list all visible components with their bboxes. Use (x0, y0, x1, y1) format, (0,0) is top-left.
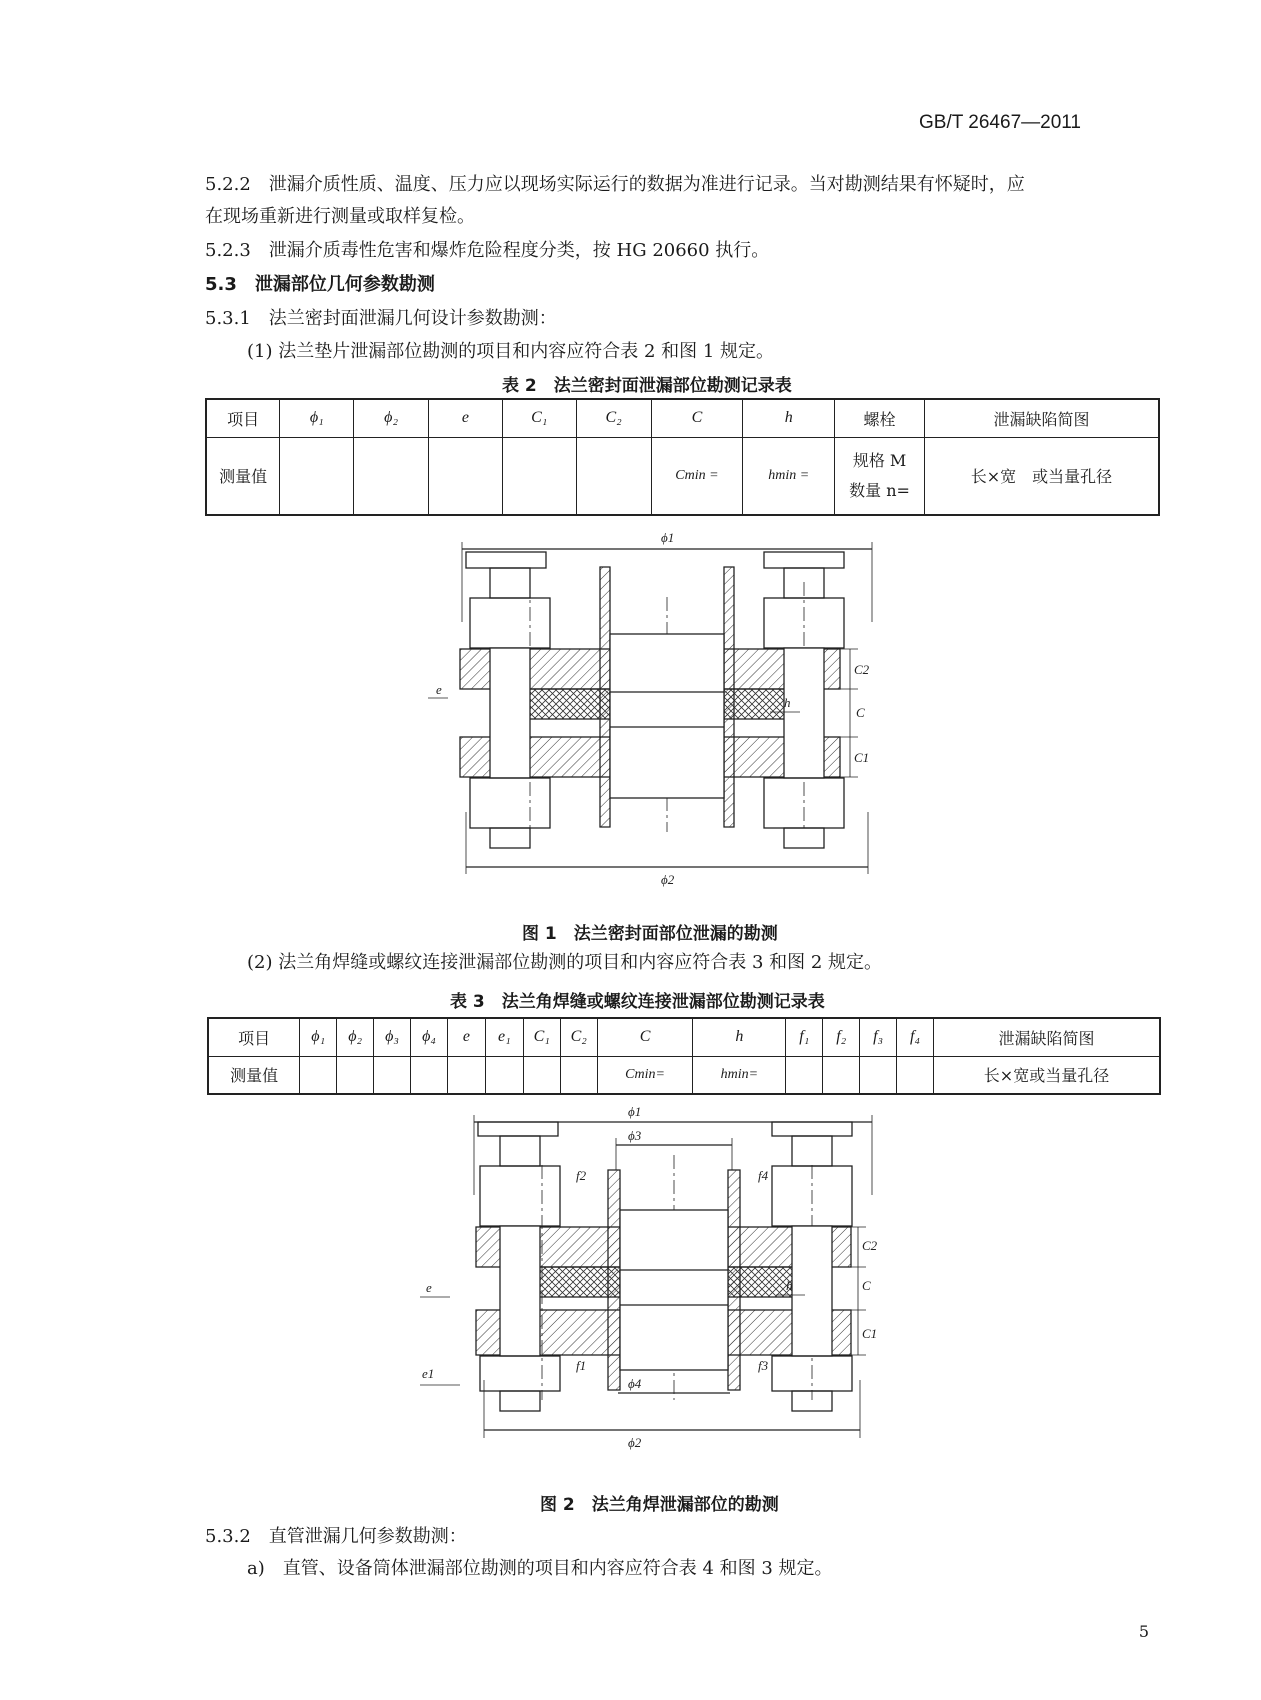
t2-header-item: 项目 (206, 399, 280, 437)
fig1-label-c2: C2 (854, 662, 870, 677)
t2-bolt-spec: 规格 M (852, 450, 907, 470)
figure-2-drawing (422, 1100, 900, 1460)
t2-cell-empty (280, 437, 354, 515)
fig1-label-h: h (784, 695, 791, 710)
fig2-label-e1: e1 (422, 1366, 435, 1381)
t3-header-c: C (597, 1018, 693, 1056)
t3-cell-hmin: hmin= (693, 1056, 786, 1094)
table-3-caption: 表 3 法兰角焊缝或螺纹连接泄漏部位勘测记录表 (450, 992, 825, 1012)
fig2-label-c1: C1 (862, 1326, 878, 1341)
t3-header-phi1: ϕ₁ (300, 1018, 337, 1056)
paragraph-5-2-3: 5.2.3 泄漏介质毒性危害和爆炸危险程度分类，按 HG 20660 执行。 (205, 240, 770, 261)
paragraph-5-3-1: 5.3.1 法兰密封面泄漏几何设计参数勘测： (205, 308, 557, 329)
fig2-label-f3: f3 (758, 1358, 769, 1373)
t2-cell-hmin: hmin = (743, 437, 835, 515)
t2-header-c2: C₂ (576, 399, 651, 437)
t3-cell-empty (485, 1056, 523, 1094)
figure-1-drawing (430, 522, 890, 902)
table-2 (205, 398, 1160, 516)
paragraph-5-2-2-cont: 在现场重新进行测量或取样复检。 (205, 206, 475, 227)
t3-header-c1: C₁ (523, 1018, 560, 1056)
t2-header-phi1: ϕ₁ (280, 399, 354, 437)
page-number: 5 (1138, 1622, 1149, 1641)
t3-header-f2: f₂ (823, 1018, 860, 1056)
t2-cell-bolt (835, 437, 925, 515)
t2-cell-empty (502, 437, 576, 515)
t3-header-f3: f₃ (860, 1018, 897, 1056)
t3-header-item: 项目 (208, 1018, 300, 1056)
t3-cell-empty (786, 1056, 823, 1094)
t3-header-h: h (693, 1018, 786, 1056)
fig1-label-phi1: ϕ1 (661, 530, 675, 545)
table-3 (207, 1017, 1161, 1095)
section-5-3-heading: 5.3 泄漏部位几何参数勘测 (205, 274, 435, 295)
table-2-caption: 表 2 法兰密封面泄漏部位勘测记录表 (502, 376, 792, 396)
t2-header-bolt: 螺栓 (835, 399, 925, 437)
fig2-label-e: e (426, 1280, 432, 1295)
t2-header-c1: C₁ (502, 399, 576, 437)
t3-cell-empty (337, 1056, 374, 1094)
fig2-label-phi4: ϕ4 (628, 1376, 642, 1391)
fig2-label-h: h (786, 1278, 793, 1293)
t2-cell-cmin: Cmin = (651, 437, 743, 515)
list-item-2: (2) 法兰角焊缝或螺纹连接泄漏部位勘测的项目和内容应符合表 3 和图 2 规定。 (247, 952, 883, 973)
t3-cell-sketch: 长×宽或当量孔径 (934, 1056, 1161, 1094)
paragraph-5-2-2: 5.2.2 泄漏介质性质、温度、压力应以现场实际运行的数据为准进行记录。当对勘测结果有怀疑时，应 (205, 174, 1025, 195)
t2-header-h: h (743, 399, 835, 437)
t3-header-c2: C₂ (560, 1018, 597, 1056)
fig2-label-f4: f4 (758, 1168, 769, 1183)
t3-cell-empty (897, 1056, 934, 1094)
t2-header-sketch: 泄漏缺陷简图 (924, 399, 1159, 437)
t3-header-phi2: ϕ₂ (337, 1018, 374, 1056)
t3-header-f4: f₄ (897, 1018, 934, 1056)
fig2-label-phi2: ϕ2 (628, 1435, 642, 1450)
t3-header-sketch: 泄漏缺陷简图 (934, 1018, 1161, 1056)
fig2-label-c: C (862, 1278, 871, 1293)
paragraph-5-3-2: 5.3.2 直管泄漏几何参数勘测： (205, 1526, 467, 1547)
t3-cell-empty (860, 1056, 897, 1094)
t3-row-measured-label: 测量值 (208, 1056, 300, 1094)
t3-header-e1: e₁ (485, 1018, 523, 1056)
fig1-label-c: C (856, 705, 865, 720)
t3-cell-empty (447, 1056, 485, 1094)
t2-cell-sketch: 长×宽 或当量孔径 (924, 437, 1159, 515)
t3-cell-empty (823, 1056, 860, 1094)
t3-cell-cmin: Cmin= (597, 1056, 693, 1094)
fig2-label-c2: C2 (862, 1238, 878, 1253)
fig2-label-f2: f2 (576, 1168, 587, 1183)
t3-header-phi3: ϕ₃ (374, 1018, 411, 1056)
list-item-1: (1) 法兰垫片泄漏部位勘测的项目和内容应符合表 2 和图 1 规定。 (247, 341, 775, 362)
t2-cell-empty (576, 437, 651, 515)
t2-bolt-count: 数量 n= (849, 480, 910, 500)
t3-header-e: e (447, 1018, 485, 1056)
figure-2-caption: 图 2 法兰角焊泄漏部位的勘测 (540, 1495, 779, 1515)
t2-header-c: C (651, 399, 743, 437)
fig2-label-phi1: ϕ1 (628, 1104, 642, 1119)
fig1-label-phi2: ϕ2 (661, 872, 675, 887)
t2-cell-empty (354, 437, 429, 515)
t2-cell-empty (429, 437, 503, 515)
t2-row-measured-label: 测量值 (206, 437, 280, 515)
standard-number: GB/T 26467—2011 (919, 112, 1081, 133)
fig2-label-phi3: ϕ3 (628, 1128, 642, 1143)
figure-1-caption: 图 1 法兰密封面部位泄漏的勘测 (522, 924, 778, 944)
t3-header-phi4: ϕ₄ (411, 1018, 448, 1056)
t3-header-f1: f₁ (786, 1018, 823, 1056)
list-item-a: a) 直管、设备筒体泄漏部位勘测的项目和内容应符合表 4 和图 3 规定。 (247, 1558, 833, 1579)
fig1-label-e: e (436, 682, 442, 697)
t3-cell-empty (560, 1056, 597, 1094)
fig2-label-f1: f1 (576, 1358, 587, 1373)
t2-header-phi2: ϕ₂ (354, 399, 429, 437)
t2-header-e: e (429, 399, 503, 437)
t3-cell-empty (523, 1056, 560, 1094)
t3-cell-empty (300, 1056, 337, 1094)
t3-cell-empty (374, 1056, 411, 1094)
t3-cell-empty (411, 1056, 448, 1094)
fig1-label-c1: C1 (854, 750, 870, 765)
